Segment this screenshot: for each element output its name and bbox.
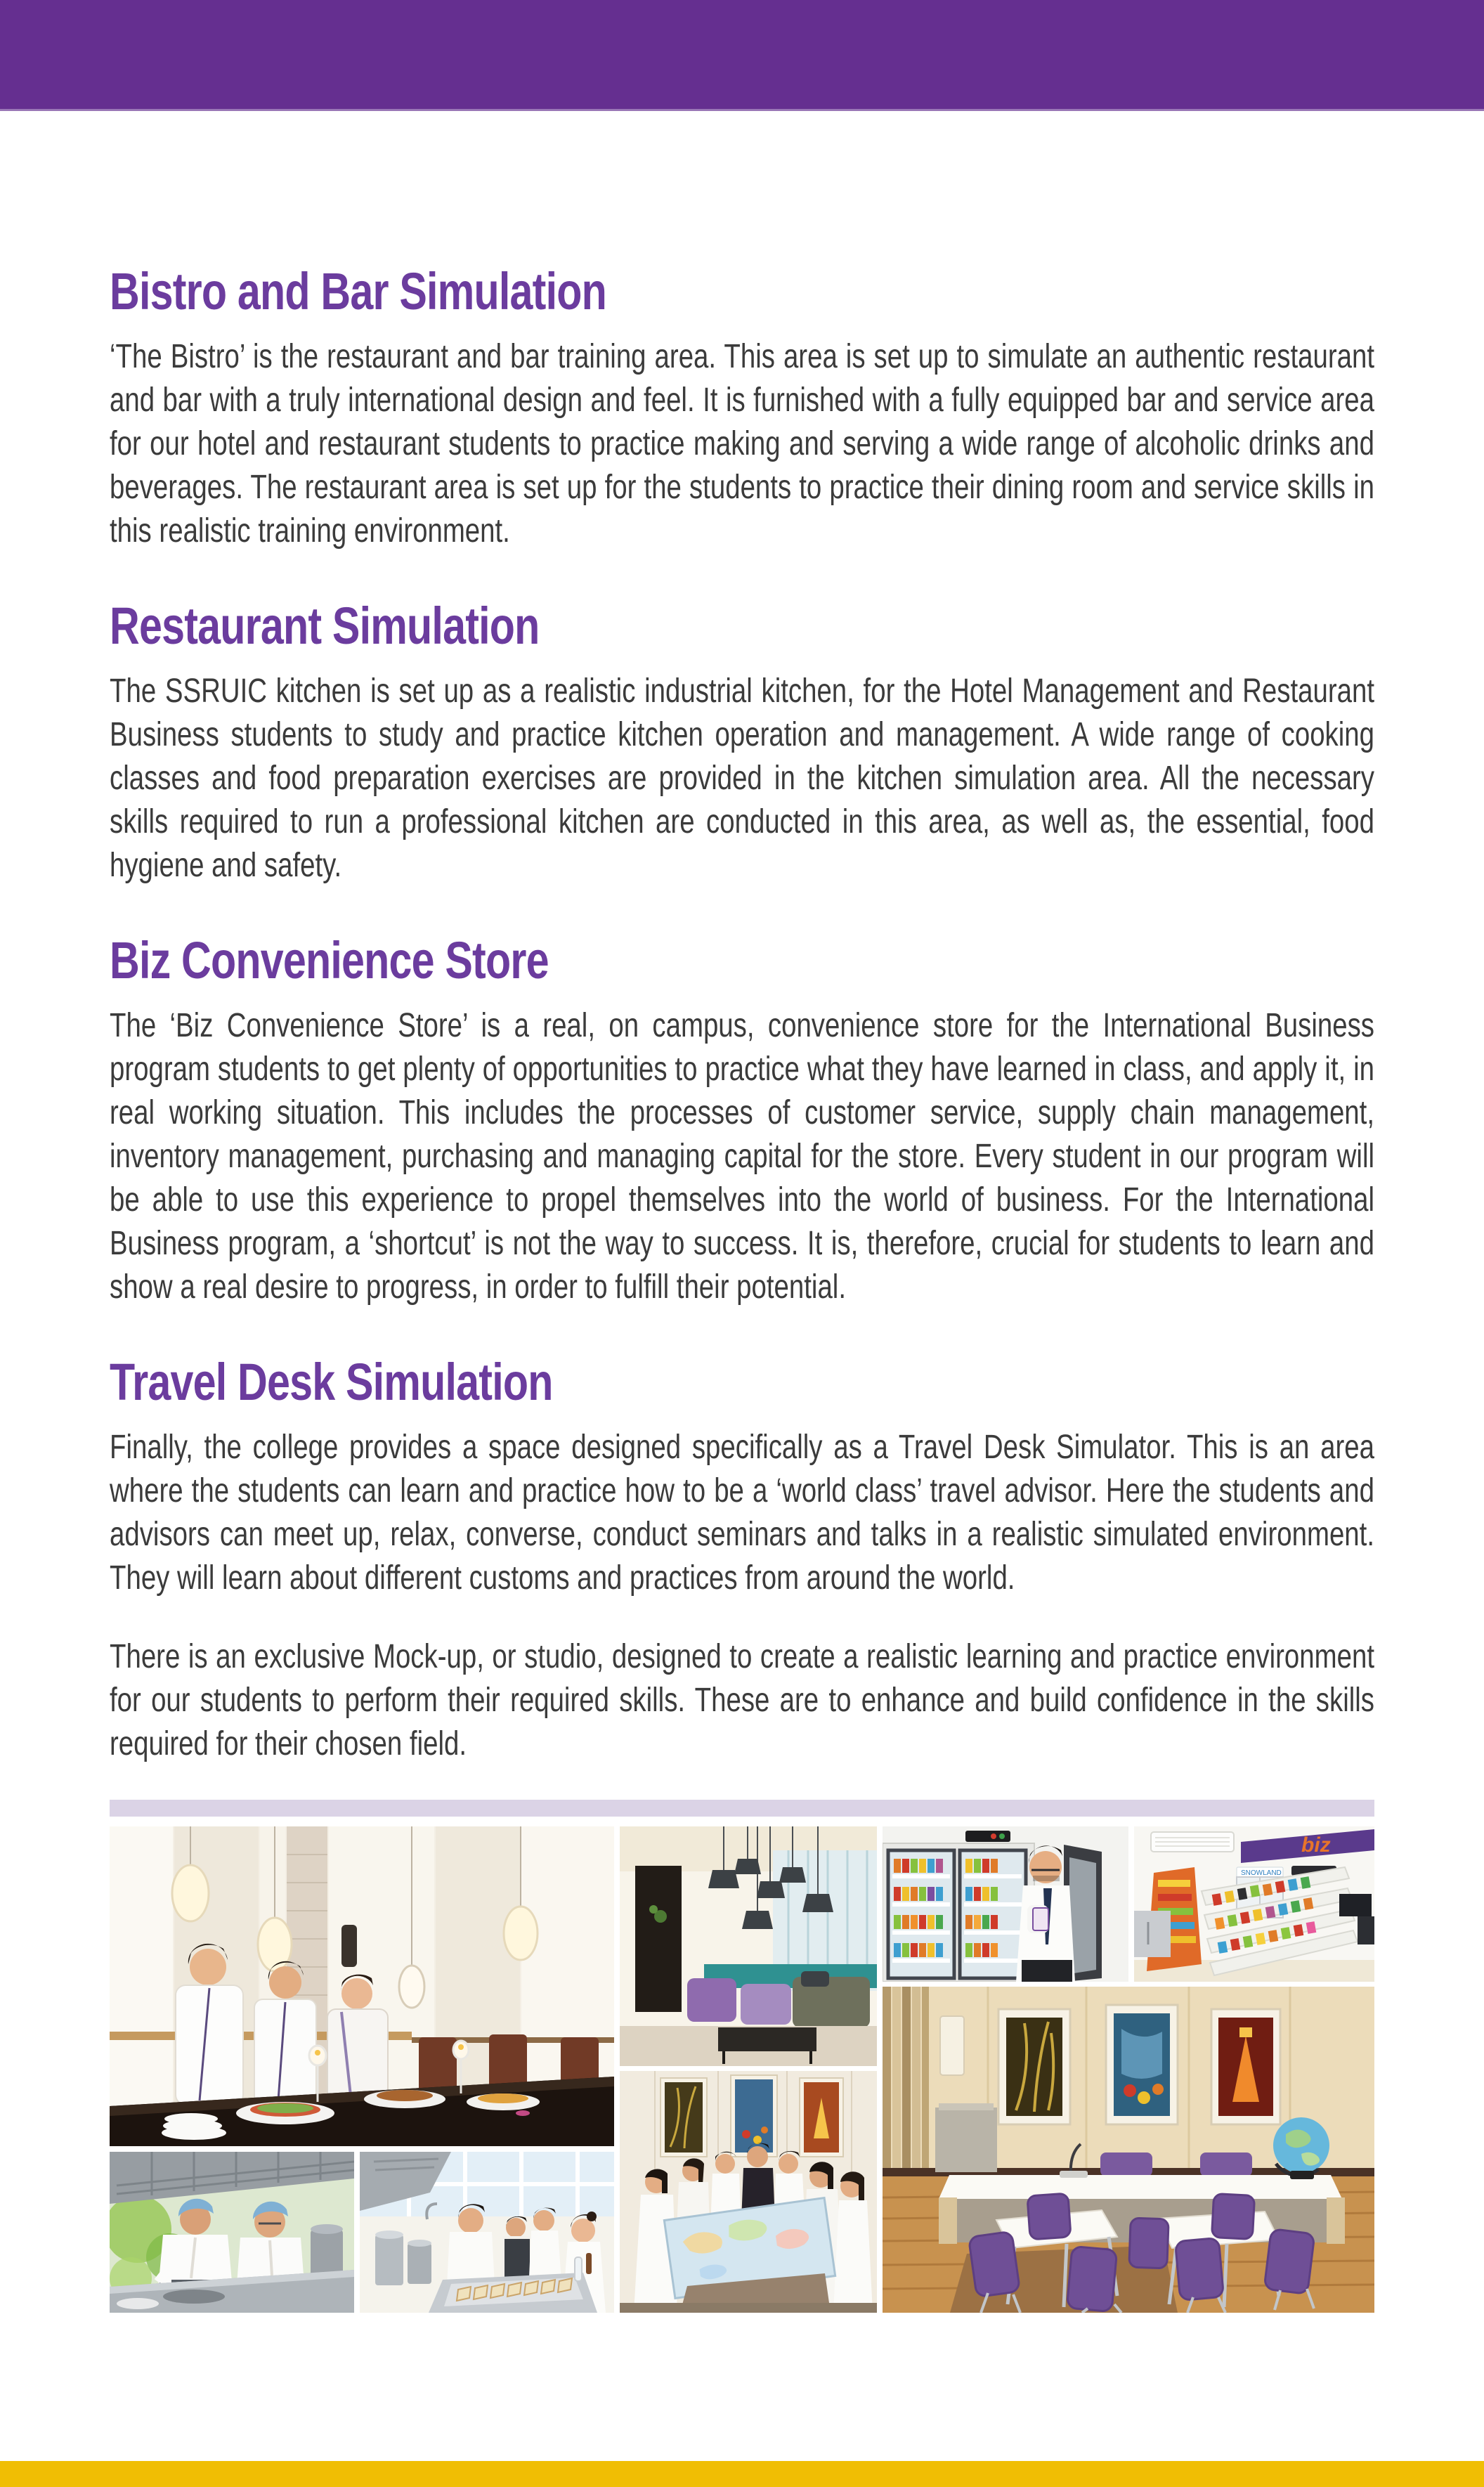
section-paragraph-travel-desk-2: There is an exclusive Mock-up, or studio, designed to create a realistic learning and practice environment for our students to perform their required skills. These are to enhance and build confidence in the skills required for their chosen field. (110, 1638, 1374, 1762)
kitchen-students-sandwiches-photo (360, 2152, 614, 2313)
page-content (110, 109, 1374, 2313)
lounge-pendant-lamps-photo (620, 1826, 877, 2066)
section-heading-restaurant (110, 598, 1374, 654)
section-paragraph-restaurant: The SSRUIC kitchen is set up as a realistic industrial kitchen, for the Hotel Management and Restaurant Business students to study and practice kitchen operation and management. A wide range of cooking classes and food preparation exercises are provided in the kitchen simulation area. All the necessary skills required to run a professional kitchen are conducted in this area, as well as, the essential, food hygiene and safety. (110, 673, 1374, 884)
section-heading-travel-desk (110, 1354, 1374, 1410)
lavender-divider-bar (110, 1800, 1374, 1817)
footer-color-band (0, 2461, 1484, 2487)
student-at-beverage-fridge-photo (883, 1826, 1128, 1982)
section-paragraph-biz-store: The ‘Biz Convenience Store’ is a real, on campus, convenience store for the International Business program students to get plenty of opportunities to practice what they have learned in class, and apply it, in real working situation. This includes the processes of customer service, supply chain management, inventory management, purchasing and managing capital for the store. Every student in our program will be able to use this experience to propel themselves into the world of business. For the International Business program, a ‘shortcut’ is not the way to success. It is, therefore, crucial for students to learn and show a real desire to progress, in order to fulfill their potential. (110, 1007, 1374, 1306)
header-color-band (0, 0, 1484, 111)
photo-collage (110, 1826, 1374, 2313)
section-heading-bistro (110, 264, 1374, 320)
section-heading-biz-store (110, 933, 1374, 989)
section-paragraph-travel-desk-1: Finally, the college provides a space designed specifically as a Travel Desk Simulator. This is an area where the students can learn and practice how to be a ‘world class’ travel advisor. Here the students and advisors can meet up, relax, converse, conduct seminars and talks in a realistic simulated environment. They will learn about different customs and practices from around the world. (110, 1429, 1374, 1597)
section-paragraph-bistro: ‘The Bistro’ is the restaurant and bar training area. This area is set up to simulate an authentic restaurant and bar with a truly international design and feel. It is furnished with a fully equipped bar and service area for our hotel and restaurant students to practice making and serving a wide range of alcoholic drinks and beverages. The restaurant area is set up for the students to practice their dining room and service skills in this realistic training environment. (110, 338, 1374, 550)
convenience-store-shelves-photo (1134, 1826, 1374, 1982)
section-heading-text: Bistro and Bar Simulation (110, 262, 606, 320)
biz-logo-text: biz (1301, 1833, 1331, 1857)
section-heading-text: Travel Desk Simulation (110, 1353, 553, 1411)
travel-desk-seminar-room-photo (883, 1987, 1374, 2313)
snowland-sign-text: SNOWLAND (1241, 1869, 1282, 1877)
kitchen-chefs-cooking-photo (110, 2152, 354, 2313)
section-heading-text: Restaurant Simulation (110, 597, 540, 655)
students-world-map-photo (620, 2071, 877, 2313)
bistro-staff-buffet-photo (110, 1826, 614, 2146)
section-heading-text: Biz Convenience Store (110, 931, 549, 989)
